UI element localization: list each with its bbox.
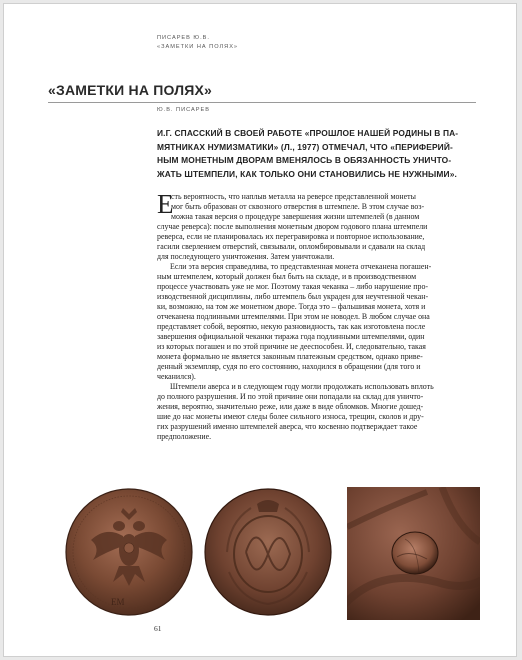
body-line: монета формально не является законным платежным средством, однако приве- xyxy=(157,352,423,361)
body-line: предположение. xyxy=(157,432,212,441)
body-line: отчеканена подлинными штемпелями. При этом не новодел. В любом случае она xyxy=(157,312,430,321)
lead-line: И.Г. СПАССКИЙ В СВОЕЙ РАБОТЕ «ПРОШЛОЕ НАШЕЙ РОДИНЫ В ПА- xyxy=(157,128,459,138)
document-page xyxy=(3,3,517,657)
coin-detail-photo xyxy=(347,487,480,620)
body-line: для последующего уничтожения. Затем уничтожали. xyxy=(157,252,335,261)
body-line: сть вероятность, что наплыв металла на реверсе представленной монеты xyxy=(171,192,416,201)
body-line: жения, вероятно, значительно реже, или даже в виде обломков. Многие дошед- xyxy=(157,402,424,411)
body-line: гих разрушений именно штемпелей аверса, что косвенно подтверждает такое xyxy=(157,422,418,431)
body-line: реверса, если не планировалась их перегравировка и повторное использование, xyxy=(157,232,425,241)
coin-legend: ЕМ xyxy=(111,597,125,607)
body-line: процессе участвовать уже не мог. Поэтому такая чеканка – либо нарушение про- xyxy=(157,282,429,291)
body-line: завершения официальной чеканки тиража года подлинными штемпелями, один xyxy=(157,332,425,341)
running-head xyxy=(157,34,238,52)
body-line: мог быть образован от сквозного отверстия в штемпеле. В этом случае воз- xyxy=(171,202,425,211)
lead-line: ЖАТЬ ШТЕМПЕЛИ, КАК ТОЛЬКО ОНИ СТАНОВИЛИСЬ НЕ НУЖНЫМИ». xyxy=(157,168,457,179)
body-line: из которых погашен и по этой причине не дееспособен. И, следовательно, такая xyxy=(157,342,426,351)
lead-paragraph xyxy=(157,127,479,181)
body-line: ки, возможно, на том же монетном дворе. Тогда это – фальшивая монета, хотя и xyxy=(157,302,426,311)
coin-reverse xyxy=(205,489,331,615)
author-line: Ю.В. ПИСАРЕВ xyxy=(157,107,210,113)
running-head-author: ПИСАРЕВ Ю.В. xyxy=(157,35,210,41)
body-line: представляет собой, вероятно, некую разновидность, так как изготовлена после xyxy=(157,322,426,331)
lead-line: НЫМ МОНЕТНЫМ ДВОРАМ ВМЕНЯЛОСЬ В ОБЯЗАННОСТЬ УНИЧТО- xyxy=(157,155,452,166)
running-head-section: «ЗАМЕТКИ НА ПОЛЯХ» xyxy=(157,44,239,50)
lead-line: МЯТНИКАХ НУМИЗМАТИКИ» (Л., 1977) ОТМЕЧАЛ, ЧТО «ПЕРИФЕРИЙ- xyxy=(157,141,453,152)
body-line: Штемпели аверса и в следующем году могли продолжать использовать вплоть xyxy=(170,382,434,391)
article-body xyxy=(157,189,479,442)
page-number: 61 xyxy=(154,624,162,633)
body-line: гасили сверлением отверстий, связывали, опломбировывали и сдавали на склад xyxy=(157,242,426,251)
article-title: «ЗАМЕТКИ НА ПОЛЯХ» xyxy=(48,82,213,98)
body-line: ным штемпелем, который должен был быть на складе, и в производственном xyxy=(157,272,417,281)
coin-obverse xyxy=(66,489,192,615)
title-divider xyxy=(48,102,476,103)
body-line: изводственной дисциплины, либо штемпель был украден для неучтенной чекан- xyxy=(157,292,429,301)
body-line: до полного разрушения. И по этой причине они попадали на склад для уничто- xyxy=(157,392,424,401)
body-line: Если эта версия справедлива, то представленная монета отчеканена погашен- xyxy=(170,262,432,271)
metal-blob xyxy=(392,532,438,574)
body-line: денный экземпляр, судя по его состоянию, находился в обращении (для того и xyxy=(157,362,421,371)
body-line: случае реверса): после выполнения монетным двором годового плана штемпели xyxy=(157,222,428,231)
body-line: шие до нас монеты имеют следы более сильного износа, трещин, сколов и дру- xyxy=(157,412,424,421)
body-line: чеканился). xyxy=(157,372,196,381)
body-line: можна такая версия о процедуре завершения жизни штемпелей (в данном xyxy=(171,212,420,221)
drop-cap: Е xyxy=(157,189,174,219)
coin-photo xyxy=(61,482,341,622)
